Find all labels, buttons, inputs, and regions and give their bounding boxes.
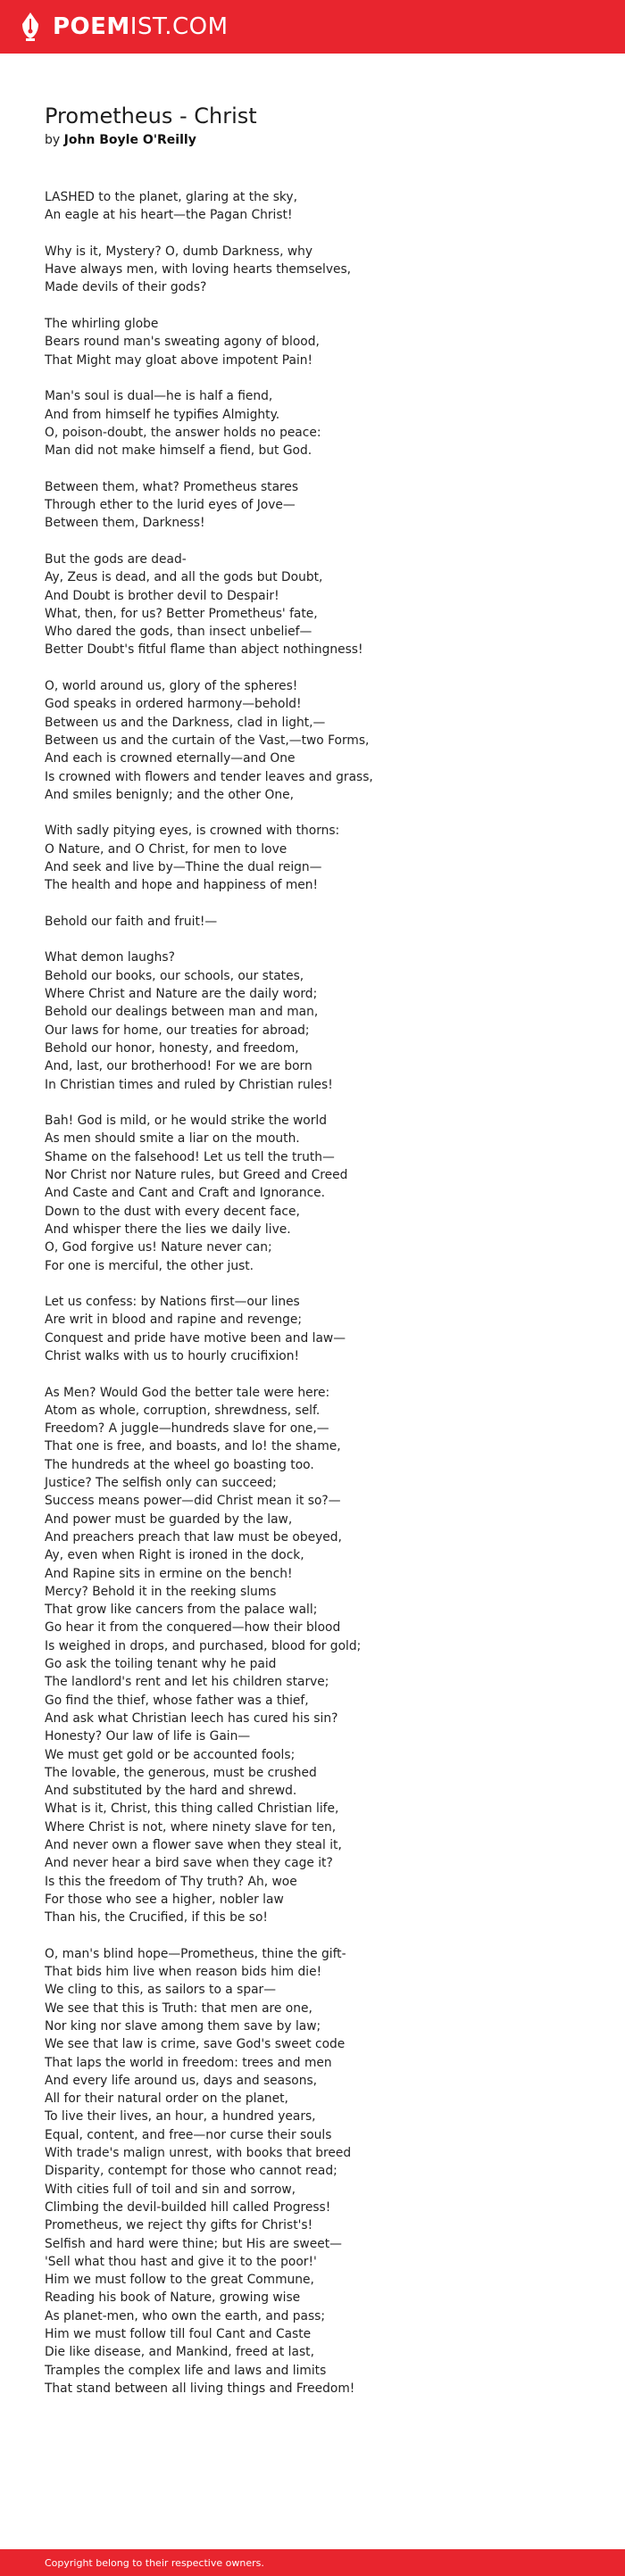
copyright-text: Copyright belong to their respective owners. xyxy=(45,2556,264,2569)
poem-line: Better Doubt's fitful flame than abject nothingness! xyxy=(45,642,363,658)
poem-line: And smiles benignly; and the other One, xyxy=(45,787,295,802)
poem-stanza xyxy=(45,948,598,1093)
poem-line: Behold our honor, honesty, and freedom, xyxy=(45,1040,299,1056)
poem-line: Why is it, Mystery? O, dumb Darkness, why xyxy=(45,244,313,259)
poem-line: Prometheus, we reject thy gifts for Christ's! xyxy=(45,2218,313,2233)
poem-line: What is it, Christ, this thing called Christian life, xyxy=(45,1802,339,1817)
poem-line: That stand between all living things and Freedom! xyxy=(45,2381,355,2396)
poem-line: And substituted by the hard and shrewd. xyxy=(45,1784,297,1799)
site-footer xyxy=(0,2549,625,2576)
byline xyxy=(45,131,257,149)
poem-line: We must get gold or be accounted fools; xyxy=(45,1747,296,1762)
poem-line: Man did not make himself a fiend, but God. xyxy=(45,443,312,459)
poem-line: And whisper there the lies we daily live. xyxy=(45,1222,291,1237)
poem-line: Where Christ is not, where ninety slave for ten, xyxy=(45,1819,337,1835)
poem-line: Go hear it from the conquered—how their blood xyxy=(45,1620,341,1636)
poem-line: Nor Christ nor Nature rules, but Greed and Creed xyxy=(45,1168,348,1183)
poem-line: O, world around us, glory of the spheres! xyxy=(45,679,298,694)
author-link[interactable]: John Boyle O'Reilly xyxy=(63,133,196,147)
poem-line: Between us and the curtain of the Vast,—two Forms, xyxy=(45,733,370,748)
logo-bold-text: POEM xyxy=(53,13,130,40)
poem-line: Success means power—did Christ mean it so?— xyxy=(45,1494,341,1509)
poem-line: And seek and live by—Thine the dual reign— xyxy=(45,859,322,874)
poem-line: Behold our books, our schools, our states, xyxy=(45,968,304,983)
poem-line: Our laws for home, our treaties for abroad; xyxy=(45,1023,310,1038)
poem-line: Are writ in blood and rapine and revenge; xyxy=(45,1313,303,1328)
poem-line: Behold our dealings between man and man, xyxy=(45,1005,319,1020)
poem-stanza xyxy=(45,1112,598,1275)
poem-line: That laps the world in freedom: trees and men xyxy=(45,2055,332,2070)
poem-line: Him we must follow till foul Cant and Caste xyxy=(45,2327,312,2342)
poem-stanza xyxy=(45,822,598,894)
poem-stanza xyxy=(45,387,598,460)
poem-line: The health and hope and happiness of men! xyxy=(45,878,319,893)
poem-line: Between us and the Darkness, clad in light,— xyxy=(45,715,326,730)
poem-line: Shame on the falsehood! Let us tell the truth— xyxy=(45,1149,335,1164)
poem-line: Freedom? A juggle—hundreds slave for one,— xyxy=(45,1421,329,1437)
poem-body xyxy=(45,188,598,2416)
poem-line: Have always men, with loving hearts themselves, xyxy=(45,262,352,277)
poem-line: Bah! God is mild, or he would strike the world xyxy=(45,1114,327,1129)
poem-line: And Caste and Cant and Craft and Ignorance. xyxy=(45,1186,326,1201)
poem-line: Is crowned with flowers and tender leaves and grass, xyxy=(45,769,373,784)
poem-line: The hundreds at the wheel go boasting too. xyxy=(45,1457,314,1472)
poem-line: O Nature, and O Christ, for men to love xyxy=(45,841,288,857)
poem-line: All for their natural order on the planet, xyxy=(45,2091,288,2107)
poem-line: O, God forgive us! Nature never can; xyxy=(45,1240,272,1255)
poem-line: What demon laughs? xyxy=(45,950,175,965)
poem-line: That one is free, and boasts, and lo! the shame, xyxy=(45,1439,341,1454)
poem-line: Honesty? Our law of life is Gain— xyxy=(45,1729,251,1744)
poem-stanza xyxy=(45,1384,598,1927)
poem-line: Is this the freedom of Thy truth? Ah, woe xyxy=(45,1874,297,1889)
poem-line: Nor king nor slave among them save by law; xyxy=(45,2018,321,2033)
poem-line: And Doubt is brother devil to Despair! xyxy=(45,588,279,603)
poem-line: With cities full of toil and sin and sorrow, xyxy=(45,2182,296,2197)
poem-line: Man's soul is dual—he is half a fiend, xyxy=(45,389,273,404)
poem-stanza xyxy=(45,188,598,225)
poem-line: That grow like cancers from the palace wall; xyxy=(45,1603,318,1618)
by-label: by xyxy=(45,133,61,147)
poem-line: As planet-men, who own the earth, and pass; xyxy=(45,2308,325,2323)
poem-line: Is weighed in drops, and purchased, blood for gold; xyxy=(45,1638,362,1653)
poem-line: We cling to this, as sailors to a spar— xyxy=(45,1983,277,1998)
poem-line: Where Christ and Nature are the daily word; xyxy=(45,987,318,1002)
poem-stanza xyxy=(45,1293,598,1365)
poem-line: Who dared the gods, than insect unbelief— xyxy=(45,625,312,640)
poem-line: We see that this is Truth: that men are one, xyxy=(45,2000,312,2016)
poem-line: O, poison-doubt, the answer holds no peace: xyxy=(45,425,321,440)
poem-line: Down to the dust with every decent face, xyxy=(45,1204,300,1219)
poem-line: That Might may gloat above impotent Pain! xyxy=(45,352,313,368)
poem-line: The landlord's rent and let his children starve; xyxy=(45,1675,329,1690)
poem-line: Mercy? Behold it in the reeking slums xyxy=(45,1584,277,1599)
poem-line: That bids him live when reason bids him die! xyxy=(45,1965,322,1980)
poem-stanza xyxy=(45,243,598,297)
poem-line: Equal, content, and free—nor curse their souls xyxy=(45,2127,332,2142)
poem-line: Go find the thief, whose father was a thief, xyxy=(45,1693,309,1708)
poem-line: Go ask the toiling tenant why he paid xyxy=(45,1657,277,1672)
poem-line: An eagle at his heart—the Pagan Christ! xyxy=(45,208,293,223)
poem-line: For those who see a higher, nobler law xyxy=(45,1892,284,1907)
poem-line: To live their lives, an hour, a hundred years, xyxy=(45,2109,316,2125)
poem-line: What, then, for us? Better Prometheus' fate, xyxy=(45,606,318,621)
poem-heading xyxy=(45,103,257,149)
poem-line: O, man's blind hope—Prometheus, thine the gift- xyxy=(45,1946,346,1961)
poem-line: And each is crowned eternally—and One xyxy=(45,751,296,766)
poem-line: Him we must follow to the great Commune, xyxy=(45,2273,314,2288)
pen-nib-icon xyxy=(21,12,40,42)
poem-line: We see that law is crime, save God's sweet code xyxy=(45,2037,346,2052)
poem-line: And never own a flower save when they steal it, xyxy=(45,1838,342,1853)
poem-line: For one is merciful, the other just. xyxy=(45,1258,254,1273)
poem-line: With trade's malign unrest, with books that breed xyxy=(45,2146,352,2161)
poem-line: Between them, Darkness! xyxy=(45,516,205,531)
poem-stanza xyxy=(45,478,598,533)
poem-title: Prometheus - Christ xyxy=(45,104,257,128)
poem-line: Die like disease, and Mankind, freed at last, xyxy=(45,2345,314,2360)
poem-line: Christ walks with us to hourly crucifixion! xyxy=(45,1349,300,1363)
poem-line: Atom as whole, corruption, shrewdness, self. xyxy=(45,1403,321,1418)
poem-line: Let us confess: by Nations first—our lines xyxy=(45,1295,300,1310)
poem-line: Justice? The selfish only can succeed; xyxy=(45,1476,277,1491)
logo-light-text: IST.COM xyxy=(129,13,229,40)
poem-stanza xyxy=(45,677,598,804)
poem-line: Conquest and pride have motive been and law— xyxy=(45,1330,346,1346)
poem-line: And ask what Christian leech has cured his sin? xyxy=(45,1710,338,1726)
poem-line: And Rapine sits in ermine on the bench! xyxy=(45,1566,293,1581)
site-header xyxy=(0,0,625,54)
poem-line: Than his, the Crucified, if this be so! xyxy=(45,1910,268,1926)
poem-line: Made devils of their gods? xyxy=(45,280,207,295)
poem-line: And power must be guarded by the law, xyxy=(45,1512,293,1527)
poem-stanza xyxy=(45,913,598,931)
poem-line: Ay, Zeus is dead, and all the gods but Doubt, xyxy=(45,570,323,585)
poem-stanza xyxy=(45,1945,598,2398)
poem-line: Disparity, contempt for those who cannot read; xyxy=(45,2164,338,2179)
poem-line: As Men? Would God the better tale were here: xyxy=(45,1385,330,1400)
poem-line: The whirling globe xyxy=(45,317,159,332)
poem-line: And preachers preach that law must be obeyed, xyxy=(45,1529,342,1545)
poem-line: But the gods are dead- xyxy=(45,551,187,567)
poem-line: And every life around us, days and seasons, xyxy=(45,2073,318,2088)
poem-line: LASHED to the planet, glaring at the sky, xyxy=(45,190,297,204)
poem-line: Climbing the devil-builded hill called Progress! xyxy=(45,2199,331,2215)
poem-stanza xyxy=(45,315,598,369)
poem-line: Between them, what? Prometheus stares xyxy=(45,479,299,494)
poem-line: And, last, our brotherhood! For we are born xyxy=(45,1059,312,1074)
poem-line: God speaks in ordered harmony—behold! xyxy=(45,697,302,712)
poem-line: Behold our faith and fruit!— xyxy=(45,914,218,929)
logo-wordmark xyxy=(53,13,229,40)
poem-stanza xyxy=(45,551,598,659)
poem-line: Reading his book of Nature, growing wise xyxy=(45,2290,301,2306)
poem-line: And never hear a bird save when they cage it? xyxy=(45,1856,333,1871)
poem-line: Through ether to the lurid eyes of Jove— xyxy=(45,498,296,513)
poem-line: 'Sell what thou hast and give it to the poor!' xyxy=(45,2254,317,2269)
poem-line: With sadly pitying eyes, is crowned with thorns: xyxy=(45,824,340,839)
poem-line: Ay, even when Right is ironed in the dock, xyxy=(45,1548,304,1563)
poem-line: As men should smite a liar on the mouth. xyxy=(45,1131,300,1147)
poem-line: In Christian times and ruled by Christian rules! xyxy=(45,1077,333,1092)
poem-line: Selfish and hard were thine; but His are sweet— xyxy=(45,2236,342,2251)
poem-line: Bears round man's sweating agony of blood, xyxy=(45,335,320,350)
poem-line: Tramples the complex life and laws and limits xyxy=(45,2363,327,2378)
poem-line: The lovable, the generous, must be crushed xyxy=(45,1765,317,1780)
poem-line: And from himself he typifies Almighty. xyxy=(45,407,280,422)
site-logo[interactable] xyxy=(21,12,229,42)
